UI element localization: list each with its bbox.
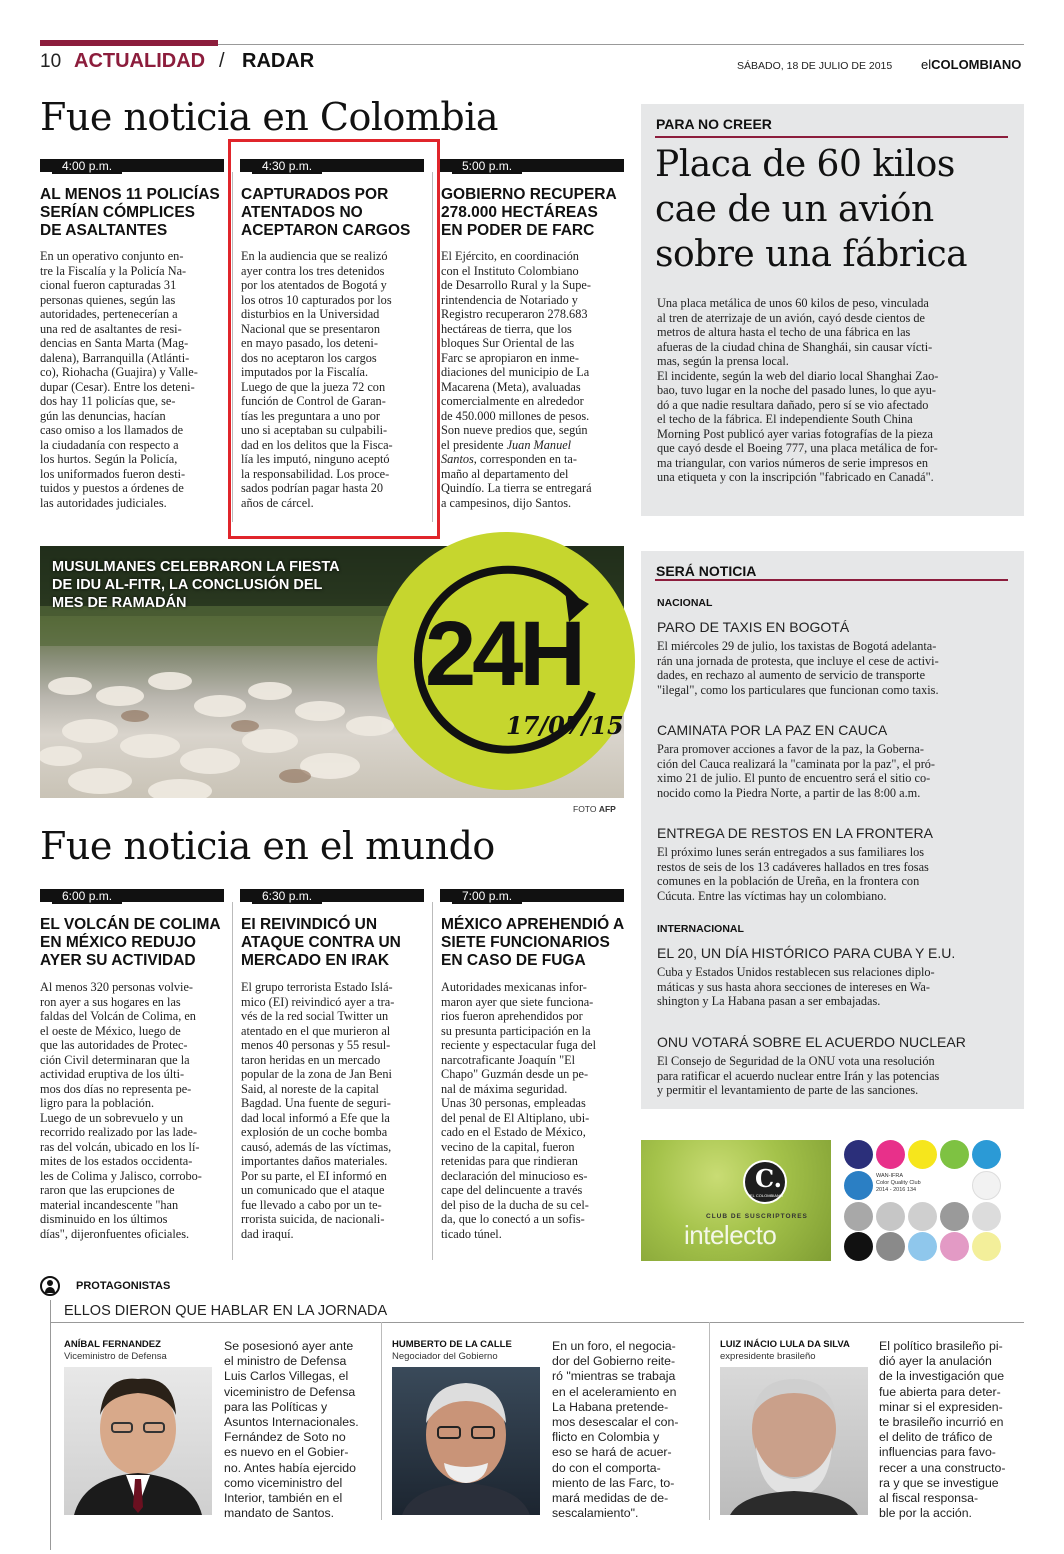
header-rule [218,44,1024,45]
swatch [876,1140,905,1169]
internacional-label: INTERNACIONAL [657,923,744,935]
color-club-line: 2014 - 2016 134 [876,1187,917,1193]
person-role: Viceministro de Defensa [64,1351,167,1362]
timebar-mundo-1 [40,889,224,902]
swatch [908,1202,937,1231]
sera-noticia-item-body: El miércoles 29 de julio, los taxistas de Bogotá adelanta- rán una jornada de protesta, que incluye el cese de activi- dades, en rechazo al aumento de servicio de transporte "ilegal", como los particulares que funcionan como taxis. [657,639,939,697]
swatch [844,1140,873,1169]
intelecto-logo-letter: C. [755,1164,783,1193]
person-text: En un foro, el negocia- dor del Gobierno reite- ró "mientras se trabaja en el aceleramiento en La Habana pretende- mos desescalar el con- flicto en Colombia y eso se hará de acuer- do con el comporta- miento de las Farc, to- mará medidas de de- sescalamiento". [552,1339,679,1521]
person-icon [40,1276,60,1296]
colombia-section-title: Fue noticia en Colombia [40,95,499,139]
story-body: Autoridades mexicanas infor- maron ayer que siete funciona- rios fueron aprehendidos por su presunta participación en la reciente y espectacular fuga del narcotraficante Joaquín "El Chapo" Guzmán desde un pe- nal de máxima seguridad. Unas 30 personas, empleadas del penal de El Altiplano, ubi- cado en el Estado de México, vecino de la capital, fueron retenidas para que rindieran declaración del minucioso es- cape del delincuente a través del piso de la ducha de su cel- da, que lo conectó a un sofis- ticado túnel. [441,980,596,1241]
story-body-part: , corresponden en ta- maño al departamento del Quindío. La tierra se entregará a campesinos, dijo Santos. [441,452,592,510]
story-time: 4:00 p.m. [52,159,122,174]
sera-noticia-item-title: ENTREGA DE RESTOS EN LA FRONTERA [657,825,933,841]
photo-credit-source: AFP [598,804,616,814]
brand-name [921,57,1021,72]
intelecto-brand-small: EL COLOMBIANO [750,1193,783,1198]
timebar-mundo-3 [440,889,624,902]
swatch [876,1202,905,1231]
swatch [972,1202,1001,1231]
column-divider [381,1322,382,1520]
color-club-line: WAN-IFRA [876,1173,903,1179]
person-name: HUMBERTO DE LA CALLE [392,1339,512,1350]
story-headline: EL VOLCÁN DE COLIMA EN MÉXICO REDUJO AYER SU ACTIVIDAD [40,916,221,969]
panel-accent-bar [655,136,1008,138]
story-time: 7:00 p.m. [452,889,522,904]
sera-noticia-item-title: CAMINATA POR LA PAZ EN CAUCA [657,722,888,738]
column-divider [432,902,433,1260]
person-photo [64,1367,212,1515]
swatch [972,1171,1001,1200]
logo-24h-date: 17/07/15 [506,711,624,740]
nacional-label: NACIONAL [657,597,713,609]
person-name: LUIZ INÁCIO LULA DA SILVA [720,1339,850,1350]
swatch [844,1171,873,1200]
para-no-creer-title: Placa de 60 kilos cae de un avión sobre una fábrica [655,144,968,275]
story-headline: AL MENOS 11 POLICÍAS SERÍAN CÓMPLICES DE ASALTANTES [40,186,220,239]
story-headline: MÉXICO APREHENDIÓ A SIETE FUNCIONARIOS EN CASO DE FUGA [441,916,625,969]
section-separator: / [219,50,225,72]
sera-noticia-label: SERÁ NOTICIA [656,563,762,579]
photo-credit-label: FOTO [573,804,597,814]
column-divider [709,1322,710,1520]
person-role: Negociador del Gobierno [392,1351,498,1362]
portrait-illustration [392,1367,540,1515]
panel-accent-bar [655,579,1008,581]
person-name: ANÍBAL FERNANDEZ [64,1339,161,1350]
issue-date: SÁBADO, 18 DE JULIO DE 2015 [737,60,893,72]
swatch [940,1140,969,1169]
timebar-mundo-2 [240,889,424,902]
intelecto-club: CLUB DE SUSCRIPTORES [706,1213,808,1220]
sera-noticia-item-body: El Consejo de Seguridad de la ONU vota una resolución para ratificar el acuerdo nuclear entre Irán y las potencias y permitir el levantamiento de parte de las sanciones. [657,1054,940,1097]
person-photo [720,1367,868,1515]
person-photo [392,1367,540,1515]
protagonistas-rule [50,1300,51,1550]
section-label: ACTUALIDAD [74,50,206,72]
para-no-creer-label: PARA NO CREER [656,116,778,132]
story-time: 6:00 p.m. [52,889,122,904]
swatch [972,1140,1001,1169]
swatch [844,1232,873,1261]
color-club-label [876,1173,921,1194]
color-quality-swatches [840,1140,1024,1261]
story-headline: GOBIERNO RECUPERA 278.000 HECTÁREAS EN PODER DE FARC [441,186,617,239]
protagonistas-divider [50,1322,1024,1323]
story-headline: EI REIVINDICÓ UN ATAQUE CONTRA UN MERCADO EN IRAK [241,916,401,969]
portrait-illustration [720,1367,868,1515]
sera-noticia-item-title: ONU VOTARÁ SOBRE EL ACUERDO NUCLEAR [657,1034,966,1050]
swatch [972,1232,1001,1261]
story-body: Al menos 320 personas volvie- ron ayer a sus hogares en las faldas del Volcán de Colima, en el oeste de México, luego de que las autoridades de Protec- ción Civil determinaran que la actividad eruptiva de los últi- mos dos días no representa pe- ligro para la población. Luego de un sobrevuelo y un recorrido realizado por las lade- ras del volcán, ubicado en los lí- mites de los estados occidenta- les de Colima y Jalisco, corrobo- raron que las erupciones de material incandescente "han disminuido en los últimos días", dijeronfuentes oficiales. [40,980,202,1241]
column-divider [232,902,233,1260]
photo-credit [573,804,616,814]
swatch [940,1202,969,1231]
intelecto-name: intelecto [684,1220,777,1250]
story-body: El grupo terrorista Estado Islá- mico (EI) reivindicó ayer a tra- vés de la red social Twitter un atentado en el que murieron al menos 40 personas y 55 resul- taron heridas en un mercado popular de la zona de Jan Beni Said, al noreste de la capital Bagdad. Una fuente de seguri- dad local informó a Efe que la explosión de un coche bomba causó, además de las víctimas, importantes daños materiales. Por su parte, el EI informó en un comunicado que el ataque fue llevado a cabo por un te- rrorista suicida, de nacionali- dad iraquí. [241,980,395,1241]
story-time: 5:00 p.m. [452,159,522,174]
mundo-section-title: Fue noticia en el mundo [40,824,495,868]
swatch [908,1232,937,1261]
timebar-colombia-1 [40,159,224,172]
photo-caption: MUSULMANES CELEBRARON LA FIESTA DE IDU AL-FITR, LA CONCLUSIÓN DEL MES DE RAMADÁN [52,559,340,611]
story-body: En la audiencia que se realizó ayer contra los tres detenidos por los atentados de Bogotá y los otros 10 capturados por los disturbios en la Universidad Nacional que se presentaron en mayo pasado, los deteni- dos no aceptaron los cargos imputados por la Fiscalía. Luego de que la jueza 72 con función de Control de Garan- tías les preguntara a uno por uno si aceptaban su culpabili- dad en los delitos que la Fisca- lía les imputó, ninguno aceptó la responsabilidad. Los proce- sados podrían pagar hasta 20 años de cárcel. [241,249,393,510]
sera-noticia-item-body: Cuba y Estados Unidos restablecen sus relaciones diplo- máticas y sus hasta ahora secciones de intereses en Wa- shington y La Habana pasan a ser embajadas. [657,965,935,1008]
story-body: En un operativo conjunto en- tre la Fiscalía y la Policía Na- cional fueron capturadas 31 personas quienes, según las autoridades, pertenecerían a una red de asaltantes de resi- dencias en Santa Marta (Mag- dalena), Barranquilla (Atlánti- co), Riohacha (Guajira) y Valle- dupar (Cesar). Entre los deteni- dos hay 11 policías que, se- gún las denuncias, hacían caso omiso a los llamados de la ciudadanía con respecto a los hurtos. Según la Policía, los uniformados fueron desti- tuidos y puestos a órdenes de las autoridades judiciales. [40,249,198,510]
swatch [844,1202,873,1231]
swatch [908,1140,937,1169]
protagonistas-subtitle: ELLOS DIERON QUE HABLAR EN LA JORNADA [64,1303,388,1319]
header-accent-bar [40,40,218,46]
color-club-line: Color Quality Club [876,1180,921,1186]
brand-prefix: el [921,57,932,72]
sera-noticia-item-body: El próximo lunes serán entregados a sus familiares los restos de seis de los 13 cadáveres hallados en tres fosas comunes en la población de Ureña, en la frontera con Cúcuta. Entre las víctimas hay un colombiano. [657,845,929,903]
sera-noticia-item-body: Para promover acciones a favor de la paz, la Goberna- ción del Cauca realizará la "caminata por la paz", el pró- ximo 21 de julio. El punto de encuentro será el sitio co- nocido como la Piedra Norte, a partir de las 8:00 a.m. [657,742,936,800]
story-time: 6:30 p.m. [252,889,322,904]
story-body-part: El Ejército, en coordinación con el Instituto Colombiano de Desarrollo Rural y la Supe- rintendencia de Notariado y Registro recuperaron 278.683 hectáreas de tierra, que los bloques Sur Oriental de las Farc se apropiaron en inme- diaciones del municipio de La Macarena (Meta), avaluadas comercialmente en alrededor de 450.000 millones de pesos. Son nueve predios que, según el presidente [441,249,591,452]
person-role: expresidente brasileño [720,1351,816,1362]
person-text: Se posesionó ayer ante el ministro de Defensa Luis Carlos Villegas, el viceministro de Defensa para las Políticas y Asuntos Internacionales. Fernández de Soto no es nuevo en el Gobier- no. Antes había ejercido como viceministro del Interior, también en el mandato de Santos. [224,1339,359,1521]
para-no-creer-body: Una placa metálica de unos 60 kilos de peso, vinculada al tren de aterrizaje de un avión, cayó desde cientos de metros de altura hasta el techo de una fábrica en las afueras de la ciudad china de Shanghái, sin causar vícti- mas, según la prensa local. El incidente, según la web del diario local Shanghai Zao- bao, tuvo lugar en la noche del pasado lunes, lo que ayu- dó a que nadie resultara dañado, pero sí se vio afectado el techo de la fábrica. El independiente South China Morning Post publicó ayer varias fotografías de la pieza que cayó desde el Boeing 777, una placa metálica de for- ma triangular, con varios números de serie impresos en una etiqueta y con la inscripción "fabricado en Canadá". [657,296,939,484]
sera-noticia-item-title: PARO DE TAXIS EN BOGOTÁ [657,619,850,635]
sera-noticia-item-title: EL 20, UN DÍA HISTÓRICO PARA CUBA Y E.U. [657,945,956,961]
swatch [940,1232,969,1261]
protagonistas-label: PROTAGONISTAS [76,1280,171,1292]
subsection-label: RADAR [242,50,315,72]
swatch [876,1232,905,1261]
page-number: 10 [40,51,62,72]
story-headline: CAPTURADOS POR ATENTADOS NO ACEPTARON CARGOS [241,186,411,239]
brand-main: COLOMBIANO [931,57,1022,72]
timebar-colombia-3 [440,159,624,172]
story-time: 4:30 p.m. [252,159,322,174]
person-text: El político brasileño pi- dió ayer la anulación de la investigación que fue abierta para deter- minar si el expresiden- te brasileño incurrió en el delito de tráfico de influencias para favo- recer a una constructo- ra y que se investigue al fiscal responsa- ble por la acción. [879,1339,1006,1521]
story-body [441,249,631,510]
story-body-italic: Juan Manuel Santos [441,437,572,466]
portrait-illustration [64,1367,212,1515]
logo-24h-text: 24H [425,603,582,705]
